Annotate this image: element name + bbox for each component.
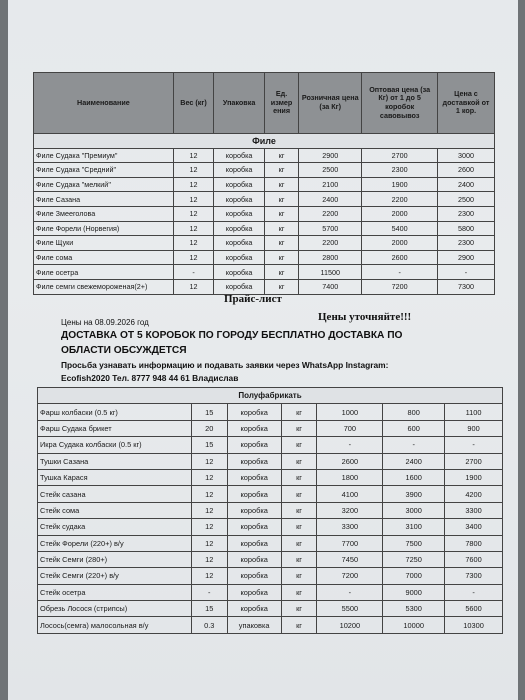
value-cell: 12 <box>191 469 227 485</box>
product-name-cell: Филе Змееголова <box>34 206 174 221</box>
value-cell: 2200 <box>299 236 362 251</box>
value-cell: 12 <box>173 221 213 236</box>
value-cell: 3200 <box>317 502 383 518</box>
value-cell: 2400 <box>437 177 494 192</box>
value-cell: 12 <box>173 192 213 207</box>
value-cell: коробка <box>214 250 265 265</box>
table-row <box>34 250 495 265</box>
value-cell: 11500 <box>299 265 362 280</box>
table-row <box>38 584 503 600</box>
value-cell: коробка <box>214 221 265 236</box>
table-row <box>38 437 503 453</box>
value-cell: кг <box>264 163 298 178</box>
table-row <box>38 420 503 436</box>
product-name-cell: Филе Судака "Средний" <box>34 163 174 178</box>
value-cell: - <box>437 265 494 280</box>
info-line: Просьба узнавать информацию и подавать заявки через WhatsApp Instagram: <box>61 360 389 370</box>
value-cell: коробка <box>227 420 281 436</box>
value-cell: 4100 <box>317 486 383 502</box>
header-unit: Ед. измер ения <box>264 73 298 134</box>
value-cell: 5400 <box>362 221 438 236</box>
header-name: Наименование <box>34 73 174 134</box>
value-cell: коробка <box>214 206 265 221</box>
header-wholesale: Оптовая цена (за Кг) от 1 до 5 коробок савовывоз <box>362 73 438 134</box>
value-cell: 7250 <box>383 551 445 567</box>
table-row <box>38 502 503 518</box>
value-cell: кг <box>264 221 298 236</box>
value-cell: - <box>362 265 438 280</box>
product-name-cell: Стейк Семги (220+) в/у <box>38 568 192 584</box>
value-cell: коробка <box>227 584 281 600</box>
value-cell: 2300 <box>437 236 494 251</box>
value-cell: 7450 <box>317 551 383 567</box>
table-row <box>38 601 503 617</box>
value-cell: 10200 <box>317 617 383 633</box>
table-row <box>38 404 503 420</box>
value-cell: 5600 <box>445 601 503 617</box>
table-row <box>38 469 503 485</box>
product-name-cell: Стейк осетра <box>38 584 192 600</box>
value-cell: 0.3 <box>191 617 227 633</box>
value-cell: коробка <box>227 519 281 535</box>
product-name-cell: Тушки Сазана <box>38 453 192 469</box>
product-name-cell: Тушка Карася <box>38 469 192 485</box>
value-cell: - <box>445 584 503 600</box>
value-cell: 3000 <box>437 148 494 163</box>
value-cell: 9000 <box>383 584 445 600</box>
table-row <box>38 519 503 535</box>
value-cell: 4200 <box>445 486 503 502</box>
value-cell: коробка <box>227 453 281 469</box>
fillet-price-table <box>33 72 495 295</box>
value-cell: 1900 <box>445 469 503 485</box>
value-cell: 2700 <box>362 148 438 163</box>
value-cell: 1000 <box>317 404 383 420</box>
prices-note: Цены уточняйте!!! <box>318 311 412 323</box>
value-cell: кг <box>264 265 298 280</box>
value-cell: кг <box>281 519 317 535</box>
value-cell: коробка <box>227 535 281 551</box>
value-cell: 7800 <box>445 535 503 551</box>
section-title-fillet: Филе <box>34 134 495 149</box>
product-name-cell: Обрезь Лосося (стрипсы) <box>38 601 192 617</box>
value-cell: 5500 <box>317 601 383 617</box>
product-name-cell: Стейк Семги (280+) <box>38 551 192 567</box>
value-cell: - <box>191 584 227 600</box>
value-cell: коробка <box>227 404 281 420</box>
value-cell: коробка <box>214 148 265 163</box>
value-cell: 7300 <box>437 279 494 294</box>
value-cell: 3100 <box>383 519 445 535</box>
value-cell: 2500 <box>437 192 494 207</box>
table-row <box>38 568 503 584</box>
header-retail: Розничная цена (за Кг) <box>299 73 362 134</box>
value-cell: 7000 <box>383 568 445 584</box>
date-line: Цены на 08.09.2026 год <box>61 318 149 327</box>
value-cell: 800 <box>383 404 445 420</box>
value-cell: 7200 <box>317 568 383 584</box>
value-cell: кг <box>264 279 298 294</box>
value-cell: - <box>317 584 383 600</box>
value-cell: кг <box>281 486 317 502</box>
semi-finished-price-table <box>37 387 503 634</box>
value-cell: коробка <box>214 279 265 294</box>
value-cell: 15 <box>191 404 227 420</box>
value-cell: 2300 <box>437 206 494 221</box>
value-cell: - <box>317 437 383 453</box>
table-row <box>38 617 503 633</box>
value-cell: кг <box>281 437 317 453</box>
value-cell: коробка <box>214 192 265 207</box>
product-name-cell: Филе Судака "Премиум" <box>34 148 174 163</box>
value-cell: 3900 <box>383 486 445 502</box>
value-cell: 12 <box>173 250 213 265</box>
value-cell: 3400 <box>445 519 503 535</box>
value-cell: 12 <box>173 279 213 294</box>
value-cell: 12 <box>173 206 213 221</box>
value-cell: 2900 <box>299 148 362 163</box>
product-name-cell: Филе Форели (Норвегия) <box>34 221 174 236</box>
value-cell: 12 <box>191 568 227 584</box>
value-cell: 12 <box>191 453 227 469</box>
value-cell: 2800 <box>299 250 362 265</box>
value-cell: коробка <box>227 568 281 584</box>
value-cell: 900 <box>445 420 503 436</box>
delivery-line-2: ОБЛАСТИ ОБСУЖДЕТСЯ <box>61 345 187 356</box>
value-cell: 2100 <box>299 177 362 192</box>
value-cell: 3300 <box>317 519 383 535</box>
table-row <box>34 177 495 192</box>
value-cell: 5800 <box>437 221 494 236</box>
value-cell: кг <box>281 617 317 633</box>
value-cell: 7200 <box>362 279 438 294</box>
table-row <box>34 279 495 294</box>
value-cell: коробка <box>214 177 265 192</box>
value-cell: 12 <box>191 502 227 518</box>
contact-line: Ecofish2020 Тел. 8777 948 44 61 Владислав <box>61 373 239 383</box>
value-cell: коробка <box>227 437 281 453</box>
value-cell: кг <box>281 469 317 485</box>
value-cell: 12 <box>173 236 213 251</box>
table-row <box>34 192 495 207</box>
value-cell: коробка <box>227 502 281 518</box>
value-cell: коробка <box>214 265 265 280</box>
value-cell: кг <box>281 502 317 518</box>
value-cell: 15 <box>191 437 227 453</box>
product-name-cell: Стейк сома <box>38 502 192 518</box>
table-row <box>34 265 495 280</box>
value-cell: 2400 <box>383 453 445 469</box>
value-cell: 7600 <box>445 551 503 567</box>
value-cell: кг <box>264 250 298 265</box>
product-name-cell: Лосось(семга) малосольная в/у <box>38 617 192 633</box>
product-name-cell: Икра Судака колбаски (0.5 кг) <box>38 437 192 453</box>
value-cell: 2400 <box>299 192 362 207</box>
value-cell: кг <box>281 535 317 551</box>
value-cell: 2000 <box>362 206 438 221</box>
value-cell: кг <box>281 568 317 584</box>
value-cell: коробка <box>227 601 281 617</box>
value-cell: кг <box>264 148 298 163</box>
value-cell: - <box>173 265 213 280</box>
value-cell: - <box>383 437 445 453</box>
header-package: Упаковка <box>214 73 265 134</box>
value-cell: коробка <box>214 236 265 251</box>
table-row <box>38 453 503 469</box>
section-title-semi-finished: Полуфабрикать <box>38 388 503 404</box>
value-cell: 2600 <box>362 250 438 265</box>
value-cell: коробка <box>227 486 281 502</box>
value-cell: 7700 <box>317 535 383 551</box>
table-row <box>34 221 495 236</box>
value-cell: 15 <box>191 601 227 617</box>
value-cell: кг <box>281 453 317 469</box>
value-cell: 2700 <box>445 453 503 469</box>
product-name-cell: Филе сома <box>34 250 174 265</box>
price-list-paper <box>8 0 518 700</box>
value-cell: кг <box>264 192 298 207</box>
table-row <box>38 535 503 551</box>
value-cell: 1900 <box>362 177 438 192</box>
table-row <box>38 486 503 502</box>
value-cell: - <box>445 437 503 453</box>
product-name-cell: Фарш колбаски (0.5 кг) <box>38 404 192 420</box>
value-cell: 600 <box>383 420 445 436</box>
table-row <box>34 236 495 251</box>
value-cell: коробка <box>214 163 265 178</box>
value-cell: 20 <box>191 420 227 436</box>
value-cell: коробка <box>227 469 281 485</box>
value-cell: коробка <box>227 551 281 567</box>
value-cell: кг <box>264 236 298 251</box>
delivery-line-1: ДОСТАВКА ОТ 5 КОРОБОК ПО ГОРОДУ БЕСПЛАТНО ДОСТАВКА ПО <box>61 330 403 341</box>
value-cell: 12 <box>173 148 213 163</box>
value-cell: 3000 <box>383 502 445 518</box>
value-cell: 12 <box>191 551 227 567</box>
table-header-row <box>34 73 495 134</box>
value-cell: 12 <box>191 519 227 535</box>
product-name-cell: Филе Щуки <box>34 236 174 251</box>
value-cell: 7400 <box>299 279 362 294</box>
product-name-cell: Стейк Форели (220+) в/у <box>38 535 192 551</box>
value-cell: 1800 <box>317 469 383 485</box>
price-list-title: Прайс-лист <box>224 293 282 305</box>
value-cell: кг <box>281 601 317 617</box>
value-cell: 3300 <box>445 502 503 518</box>
value-cell: 12 <box>191 535 227 551</box>
value-cell: 2600 <box>317 453 383 469</box>
value-cell: кг <box>281 404 317 420</box>
value-cell: 10300 <box>445 617 503 633</box>
value-cell: 7500 <box>383 535 445 551</box>
value-cell: кг <box>264 177 298 192</box>
value-cell: 5300 <box>383 601 445 617</box>
value-cell: 2500 <box>299 163 362 178</box>
value-cell: кг <box>281 584 317 600</box>
value-cell: кг <box>281 420 317 436</box>
value-cell: 2200 <box>299 206 362 221</box>
product-name-cell: Стейк судака <box>38 519 192 535</box>
product-name-cell: Филе Сазана <box>34 192 174 207</box>
table-row <box>38 551 503 567</box>
value-cell: 2000 <box>362 236 438 251</box>
product-name-cell: Филе семги свежемороженая(2+) <box>34 279 174 294</box>
product-name-cell: Филе осетра <box>34 265 174 280</box>
value-cell: 2200 <box>362 192 438 207</box>
value-cell: 12 <box>173 163 213 178</box>
product-name-cell: Фарш Судака брикет <box>38 420 192 436</box>
value-cell: 700 <box>317 420 383 436</box>
value-cell: кг <box>281 551 317 567</box>
value-cell: 1600 <box>383 469 445 485</box>
value-cell: 2300 <box>362 163 438 178</box>
value-cell: 12 <box>191 486 227 502</box>
value-cell: 7300 <box>445 568 503 584</box>
value-cell: 10000 <box>383 617 445 633</box>
value-cell: 5700 <box>299 221 362 236</box>
value-cell: 12 <box>173 177 213 192</box>
header-weight: Вес (кг) <box>173 73 213 134</box>
table-row <box>34 148 495 163</box>
product-name-cell: Стейк сазана <box>38 486 192 502</box>
value-cell: кг <box>264 206 298 221</box>
header-delivery: Цена с доставкой от 1 кор. <box>437 73 494 134</box>
value-cell: упаковка <box>227 617 281 633</box>
value-cell: 1100 <box>445 404 503 420</box>
table-row <box>34 206 495 221</box>
value-cell: 2900 <box>437 250 494 265</box>
table-row <box>34 163 495 178</box>
product-name-cell: Филе Судака "мелкий" <box>34 177 174 192</box>
value-cell: 2600 <box>437 163 494 178</box>
